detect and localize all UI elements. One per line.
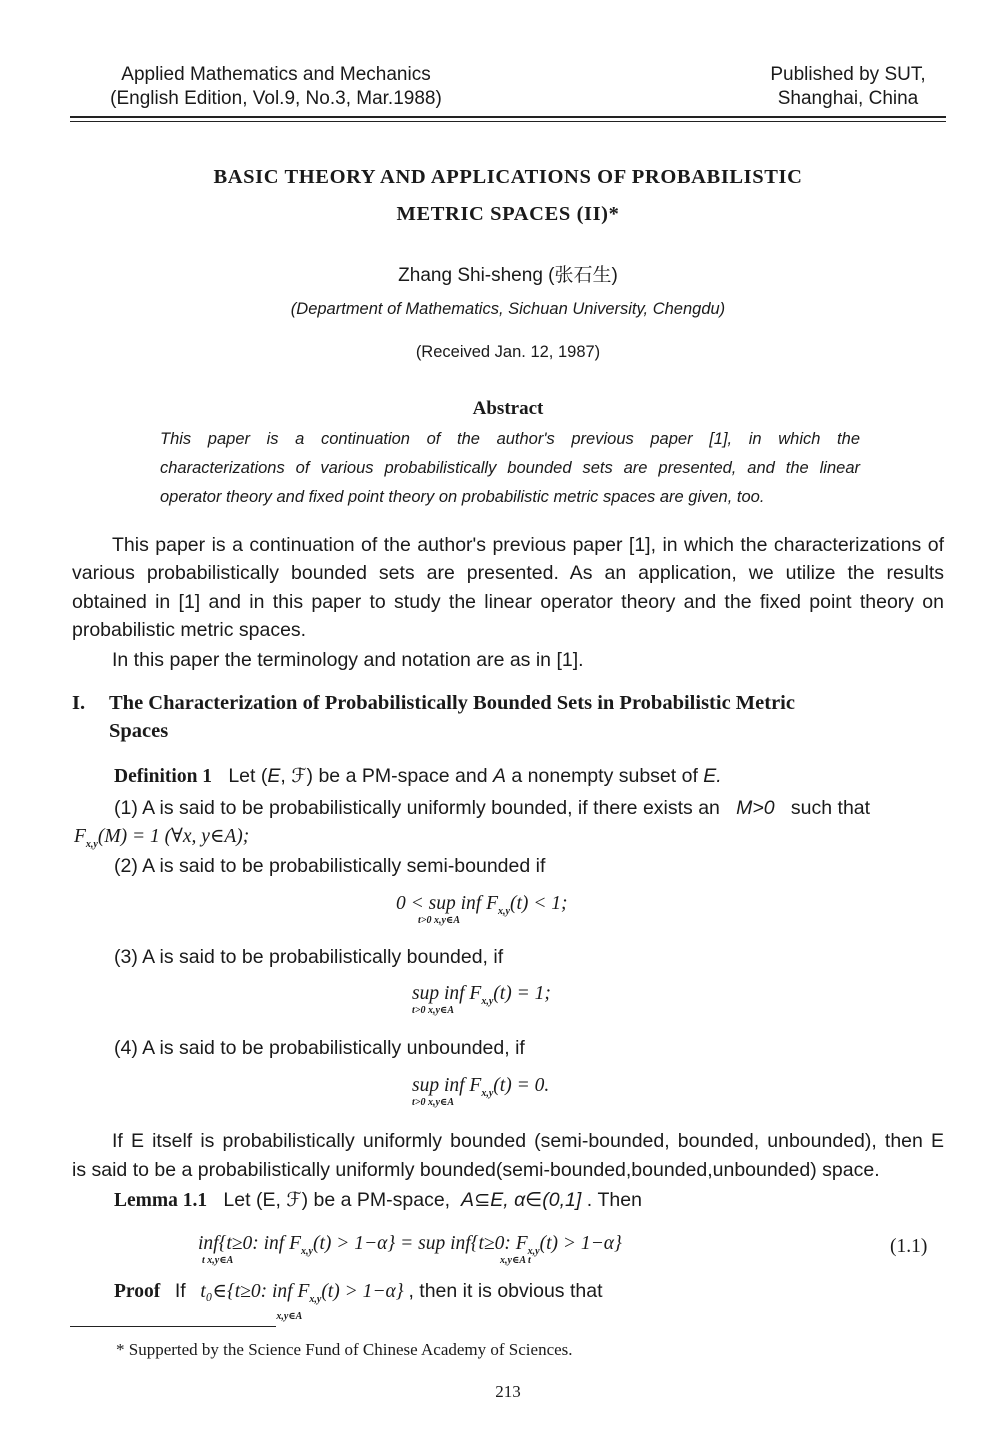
item2-sub: x,y xyxy=(498,905,510,917)
proof-formula-under: x,y∈A xyxy=(276,1311,303,1322)
item3-sub: x,y xyxy=(481,995,494,1007)
item3-under: t>0 x,y∈A xyxy=(412,1005,454,1016)
proof-text-b: , then it is obvious that xyxy=(408,1280,603,1302)
proof-formula-main: t₀∈{t≥0: inf F xyxy=(200,1281,310,1302)
intro-line1: This paper is a continuation of the author's previous paper [1], in which the characterizations of xyxy=(112,534,944,556)
abstract-heading: Abstract xyxy=(472,398,544,419)
lemma-then: . Then xyxy=(586,1189,642,1211)
lemma-label: Lemma 1.1 xyxy=(114,1190,208,1211)
item2-under: t>0 x,y∈A xyxy=(418,915,460,926)
abstract-line1: This paper is a continuation of the author's previous paper [1], in which the xyxy=(160,430,860,448)
definition-set-a: A xyxy=(492,765,506,787)
abstract-line2: characterizations of various probabilistically bounded sets are presented, and the linear xyxy=(160,459,860,477)
definition-text-a: Let ( xyxy=(228,765,268,787)
after-def-line1: If E itself is probabilistically uniformly bounded (semi-bounded, bounded, unbounded), then E xyxy=(112,1130,944,1152)
received-date: (Received Jan. 12, 1987) xyxy=(415,343,601,361)
publisher-location: Shanghai, China xyxy=(777,88,919,109)
paper-title-line1: BASIC THEORY AND APPLICATIONS OF PROBABILISTIC xyxy=(213,166,803,188)
page-number: 213 xyxy=(495,1382,521,1401)
publisher-info xyxy=(738,63,958,111)
eq-sub-2: x,y xyxy=(527,1245,540,1257)
definition-item1-line1 xyxy=(114,794,870,822)
item2-formula-rest: (t) < 1; xyxy=(509,893,568,914)
equation-1-1 xyxy=(198,1233,622,1266)
eq-under-left: t x,y∈A xyxy=(202,1255,234,1266)
proof-formula-sub: x,y xyxy=(309,1293,322,1305)
affiliation: (Department of Mathematics, Sichuan University, Chengdu) xyxy=(290,300,726,318)
publisher-name: Published by SUT, xyxy=(770,64,926,85)
journal-edition: (English Edition, Vol.9, No.3, Mar.1988) xyxy=(110,88,442,109)
definition-1: Definition 1 Let (E, ℱ) be a PM-space and A a nonempty subset of E. xyxy=(114,765,722,787)
eq-mid: (t) > 1−α} = sup inf{t≥0: F xyxy=(312,1233,528,1254)
definition-text-b: ) be a PM-space and xyxy=(306,765,488,787)
header-rule-thick xyxy=(70,116,946,118)
eq-under-right: x,y∈A t xyxy=(500,1255,531,1266)
lemma-text: Let (E, ℱ) be a PM-space, xyxy=(223,1189,451,1211)
intro-line3: obtained in [1] and in this paper to study the linear operator theory and the fixed point theory on xyxy=(72,591,944,613)
proof-formula-rest: (t) > 1−α} xyxy=(321,1281,404,1302)
item1-f: F xyxy=(74,826,86,847)
proof-line xyxy=(114,1277,603,1322)
definition-label: Definition 1 xyxy=(114,766,213,787)
item1-formula: (M) = 1 (∀x, y∈A); xyxy=(97,826,250,847)
item4-sub: x,y xyxy=(481,1087,494,1099)
item1-text: (1) A is said to be probabilistically uniformly bounded, if there exists an xyxy=(114,797,720,819)
intro-paragraph2: In this paper the terminology and notation are as in [1]. xyxy=(112,649,584,671)
journal-name: Applied Mathematics and Mechanics xyxy=(121,64,431,85)
footnote: * Supperted by the Science Fund of Chinese Academy of Sciences. xyxy=(116,1340,573,1359)
proof-label: Proof xyxy=(114,1281,161,1302)
item1-tail: such that xyxy=(790,797,871,819)
paper-title-line2: METRIC SPACES (II)* xyxy=(396,203,620,225)
definition-script-f: ℱ xyxy=(291,765,307,787)
definition-item3: (3) A is said to be probabilistically bounded, if xyxy=(114,946,504,968)
eq-left: inf{t≥0: inf F xyxy=(198,1233,301,1254)
item3-formula: sup inf F xyxy=(412,983,482,1004)
formula-bounded xyxy=(412,983,551,1016)
intro-line4: probabilistic metric spaces. xyxy=(72,619,307,641)
item1-m: M>0 xyxy=(736,797,775,819)
section-title-line1: The Characterization of Probabilistically Bounded Sets in Probabilistic Metric xyxy=(109,692,795,714)
definition-text-d: E. xyxy=(703,765,722,787)
section-number: I. xyxy=(72,692,86,714)
item1-f-sub: x,y xyxy=(85,838,98,850)
item2-formula: 0 < sup inf F xyxy=(396,893,498,914)
definition-space-e: E xyxy=(267,765,281,787)
definition-item4: (4) A is said to be probabilistically unbounded, if xyxy=(114,1037,525,1059)
equation-number: (1.1) xyxy=(890,1236,928,1257)
definition-item2: (2) A is said to be probabilistically semi-bounded if xyxy=(114,855,546,877)
definition-text-c: a nonempty subset of xyxy=(511,765,698,787)
section-title-line2: Spaces xyxy=(109,720,169,742)
formula-semi-bounded xyxy=(396,893,568,926)
item3-formula-rest: (t) = 1; xyxy=(493,983,551,1004)
proof-formula xyxy=(200,1281,408,1322)
author: Zhang Shi-sheng (张石生) xyxy=(398,265,618,286)
eq-right: (t) > 1−α} xyxy=(539,1233,622,1254)
header-rule-thin xyxy=(70,121,946,122)
abstract-line3: operator theory and fixed point theory on probabilistic metric spaces are given, too. xyxy=(160,488,765,506)
item4-formula-rest: (t) = 0. xyxy=(493,1075,550,1096)
eq-sub-1: x,y xyxy=(301,1245,313,1257)
proof-text-a: If xyxy=(174,1280,186,1302)
lemma-1-1 xyxy=(114,1186,642,1215)
journal-info xyxy=(76,63,476,111)
intro-line2: various probabilistically bounded sets are presented. As an application, we utilize the results xyxy=(72,562,944,584)
footnote-rule xyxy=(70,1326,276,1327)
formula-unbounded xyxy=(412,1075,550,1108)
item4-under: t>0 x,y∈A xyxy=(412,1097,454,1108)
after-def-line2: is said to be a probabilistically uniformly bounded(semi-bounded,bounded,unbounded) space. xyxy=(72,1159,880,1181)
item4-formula: sup inf F xyxy=(412,1075,482,1096)
lemma-condition: A⊆E, α∈(0,1] xyxy=(460,1189,582,1211)
